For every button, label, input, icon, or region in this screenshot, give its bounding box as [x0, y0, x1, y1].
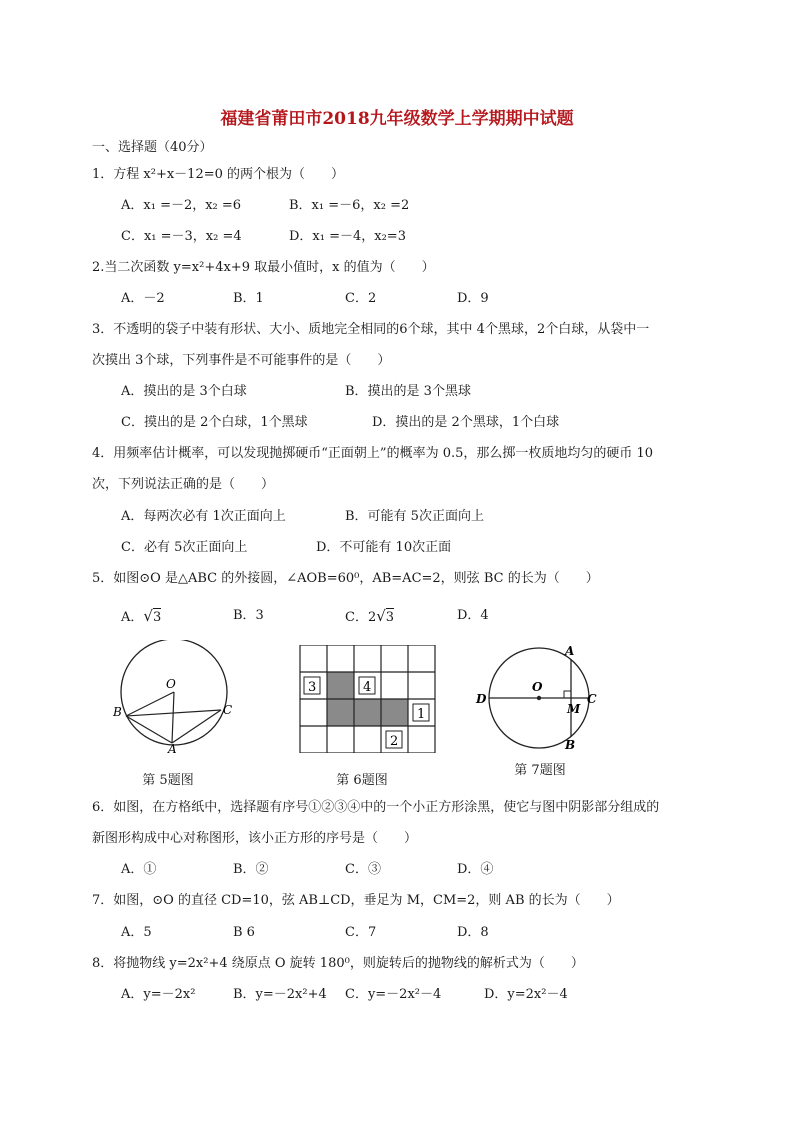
label-c: C [587, 692, 597, 706]
question-5-option-a [121, 608, 161, 626]
figure-5-diagram [108, 640, 238, 755]
cell-number-1: 1 [417, 707, 426, 722]
question-4-option-d: D．不可能有 10次正面 [316, 540, 452, 555]
question-5-option-b: B．3 [233, 608, 264, 623]
shaded-cell [354, 699, 381, 726]
question-8-option-a: A．y=－2x² [121, 987, 196, 1002]
radius-oa [172, 692, 174, 743]
right-angle-mark [564, 691, 571, 698]
radicand: 3 [152, 610, 162, 625]
question-2-option-b: B．1 [233, 291, 264, 306]
question-4-stem-line2: 次，下列说法正确的是（ ） [92, 477, 275, 492]
question-2-option-d: D．9 [457, 291, 489, 306]
question-5-option-c [345, 608, 394, 626]
question-7-option-b: B 6 [233, 925, 255, 940]
question-1-stem: 1．方程 x²+x－12=0 的两个根为（ ） [92, 167, 345, 182]
question-4-stem-line1: 4．用频率估计概率，可以发现抛掷硬币“正面朝上”的概率为 0.5，那么掷一枚质地均匀的硬币 10 [92, 446, 654, 461]
question-7-option-d: D．8 [457, 925, 489, 940]
question-3-option-c: C．摸出的是 2个白球，1个黑球 [121, 415, 308, 430]
question-5-stem: 5．如图⊙O 是△ABC 的外接圆，∠AOB=60⁰，AB=AC=2，则弦 BC 的长为（ ） [92, 571, 599, 586]
question-6-option-a: A．① [121, 862, 157, 877]
question-2-stem: 2.当二次函数 y=x²+4x+9 取最小值时，x 的值为（ ） [92, 260, 435, 275]
cell-number-3: 3 [308, 680, 317, 695]
question-6-option-c: C．③ [345, 862, 381, 877]
figure-7-diagram [474, 640, 604, 755]
option-c-prefix: C．2 [345, 610, 377, 625]
question-4-option-a: A．每两次必有 1次正面向上 [121, 509, 286, 524]
question-7-option-c: C．7 [345, 925, 377, 940]
question-3-stem-line1: 3．不透明的袋子中装有形状、大小、质地完全相同的6个球，其中 4个黑球，2个白球，从袋中一 [92, 322, 650, 337]
cell-number-2: 2 [390, 734, 399, 749]
question-4-option-c: C．必有 5次正面向上 [121, 540, 248, 555]
question-1-option-a: A．x₁ =－2，x₂ =6 [121, 198, 242, 213]
question-3-option-d: D．摸出的是 2个黑球，1个白球 [372, 415, 560, 430]
question-4-option-b: B．可能有 5次正面向上 [345, 509, 484, 524]
question-6-stem-line1: 6．如图，在方格纸中，选择题有序号①②③④中的一个小正方形涂黑，使它与图中阴影部分组成的 [92, 800, 660, 815]
question-1-option-b: B．x₁ =－6，x₂ =2 [289, 198, 410, 213]
option-a-prefix: A． [121, 610, 144, 625]
question-8-stem: 8．将抛物线 y=2x²+4 绕原点 O 旋转 180⁰，则旋转后的抛物线的解析式为（ ） [92, 956, 584, 971]
label-d: D [476, 692, 487, 706]
shaded-cell [327, 699, 354, 726]
label-b: B [565, 738, 576, 752]
question-3-option-a: A．摸出的是 3个白球 [121, 384, 247, 399]
question-6-option-b: B．② [233, 862, 269, 877]
label-m: M [567, 702, 581, 716]
question-7-stem: 7．如图，⊙O 的直径 CD=10，弦 AB⊥CD，垂足为 M，CM=2，则 AB 的长为（ ） [92, 893, 620, 908]
question-3-option-b: B．摸出的是 3个黑球 [345, 384, 471, 399]
radicand: 3 [385, 610, 395, 625]
figure-5-caption: 第 5题图 [142, 773, 194, 788]
label-o: O [166, 677, 176, 691]
label-b: B [113, 705, 122, 719]
question-2-option-a: A．－2 [121, 291, 165, 306]
question-5-option-d: D．4 [457, 608, 489, 623]
question-3-stem-line2: 次摸出 3个球，下列事件是不可能事件的是（ ） [92, 353, 391, 368]
label-c: C [223, 703, 233, 717]
question-1-option-d: D．x₁ =－4，x₂=3 [289, 229, 406, 244]
question-8-option-c: C．y=－2x²－4 [345, 987, 442, 1002]
page-title: 福建省莆田市2018九年级数学上学期期中试题 [220, 109, 574, 129]
question-8-option-b: B．y=－2x²+4 [233, 987, 327, 1002]
radius-ob [126, 692, 174, 716]
shaded-cell [327, 672, 354, 699]
figure-6-grid [299, 645, 437, 753]
label-a: A [168, 742, 177, 755]
label-o: O [532, 680, 543, 694]
figure-6-caption: 第 6题图 [336, 773, 388, 788]
sqrt-icon: √ [143, 607, 153, 625]
cell-number-4: 4 [363, 680, 372, 695]
sqrt-icon: √ [376, 607, 386, 625]
figure-7-caption: 第 7题图 [514, 763, 566, 778]
question-7-option-a: A．5 [121, 925, 152, 940]
question-6-option-d: D．④ [457, 862, 494, 877]
question-6-stem-line2: 新图形构成中心对称图形，该小正方形的序号是（ ） [92, 831, 418, 846]
question-1-option-c: C．x₁ =－3，x₂ =4 [121, 229, 242, 244]
shaded-cell [381, 699, 408, 726]
label-a: A [565, 644, 575, 658]
center-point [537, 696, 541, 700]
section-heading: 一、选择题（40分） [92, 140, 213, 155]
question-8-option-d: D．y=2x²－4 [484, 987, 568, 1002]
question-2-option-c: C．2 [345, 291, 377, 306]
